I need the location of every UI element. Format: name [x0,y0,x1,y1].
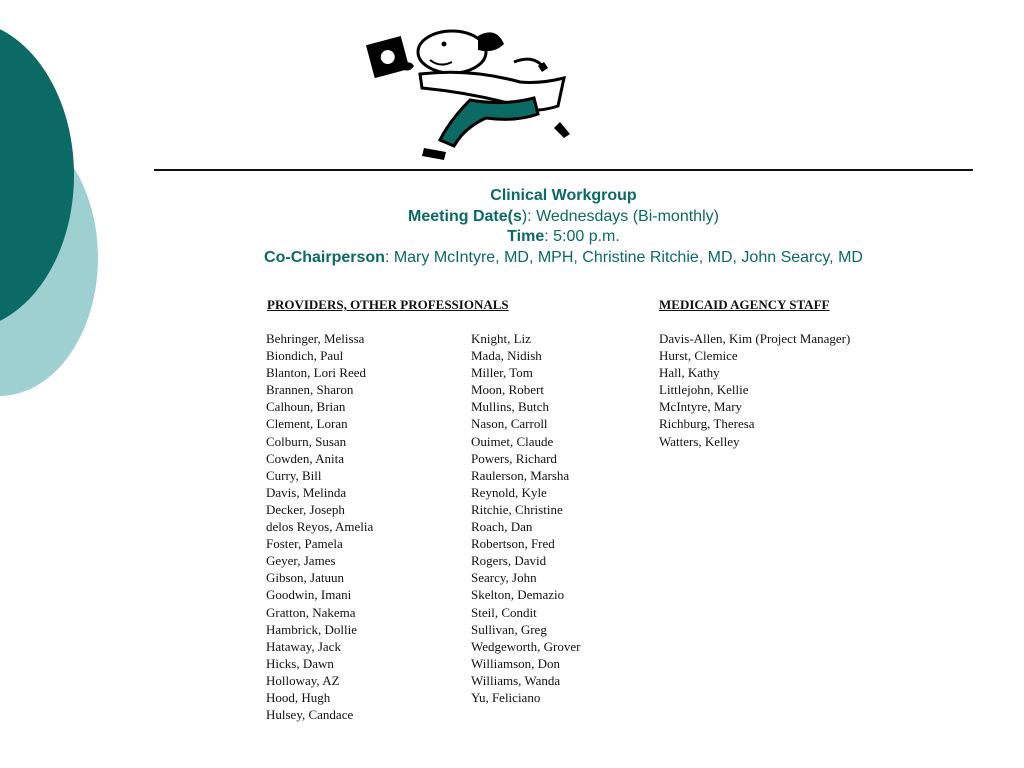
member-name: Goodwin, Imani [266,587,352,603]
member-name: Nason, Carroll [471,416,548,432]
member-name: Skelton, Demazio [471,587,565,603]
member-name: Curry, Bill [266,467,322,483]
co-chairpersons: Co-Chairperson: Mary McIntyre, MD, MPH, Christine Ritchie, MD, John Searcy, MD [264,248,863,266]
member-name: Clement, Loran [266,416,348,432]
header-divider [154,169,973,171]
member-name: Robertson, Fred [471,536,555,552]
member-name: Littlejohn, Kellie [659,382,749,398]
member-name: Holloway, AZ [266,672,340,688]
member-name: Raulerson, Marsha [471,467,570,483]
member-name: Davis, Melinda [266,484,347,500]
member-name: Hambrick, Dollie [266,621,357,637]
member-name: Steil, Condit [471,604,537,620]
member-name: Hicks, Dawn [266,655,334,671]
member-name: Rogers, David [471,553,547,569]
member-name: Davis-Allen, Kim (Project Manager) [659,331,851,346]
member-name: Behringer, Melissa [266,331,365,346]
member-name: Mullins, Butch [471,399,550,415]
meeting-time: Time: 5:00 p.m. [507,228,620,245]
member-name: Hulsey, Candace [266,707,354,723]
member-name: Mada, Nidish [471,348,542,364]
member-name: Ritchie, Christine [471,501,563,517]
member-name: Gibson, Jatuun [266,570,344,586]
member-name: Hurst, Clemice [659,348,738,364]
member-name: Geyer, James [266,553,336,569]
member-name: Williams, Wanda [471,672,561,688]
workgroup-header [154,186,973,268]
member-name: delos Reyos, Amelia [266,519,374,535]
member-name: Hood, Hugh [266,689,331,705]
workgroup-title: Clinical Workgroup [490,187,637,204]
member-name: Hataway, Jack [266,638,341,654]
member-name: Roach, Dan [471,519,533,535]
medicaid-staff-column [659,330,850,450]
member-name: Blanton, Lori Reed [266,365,367,381]
member-name: Sullivan, Greg [471,621,547,637]
member-name: Calhoun, Brian [266,399,346,415]
providers-column-1 [266,330,373,723]
running-doctor-clipart [364,22,576,164]
member-name: Williamson, Don [471,655,561,671]
member-name: Ouimet, Claude [471,433,554,449]
member-name: Yu, Feliciano [471,689,541,705]
providers-column-2 [471,330,580,706]
member-name: Biondich, Paul [266,348,344,364]
member-name: Knight, Liz [471,331,531,346]
member-name: Foster, Pamela [266,536,343,552]
meeting-dates: Meeting Date(s): Wednesdays (Bi-monthly) [408,207,719,225]
member-name: Powers, Richard [471,450,557,466]
member-name: Cowden, Anita [266,450,344,466]
member-name: Gratton, Nakema [266,604,356,620]
member-name: McIntyre, Mary [659,399,743,415]
member-name: Watters, Kelley [659,433,740,449]
member-name: Richburg, Theresa [659,416,755,432]
member-name: Miller, Tom [471,365,533,381]
member-name: Hall, Kathy [659,365,720,381]
member-name: Moon, Robert [471,382,544,398]
medicaid-staff-heading: MEDICAID AGENCY STAFF [659,297,830,312]
member-name: Wedgeworth, Grover [471,638,581,654]
member-name: Colburn, Susan [266,433,347,449]
providers-heading: PROVIDERS, OTHER PROFESSIONALS [267,297,509,312]
member-name: Searcy, John [471,570,537,586]
member-name: Reynold, Kyle [471,484,547,500]
member-name: Decker, Joseph [266,501,345,517]
member-name: Brannen, Sharon [266,382,354,398]
